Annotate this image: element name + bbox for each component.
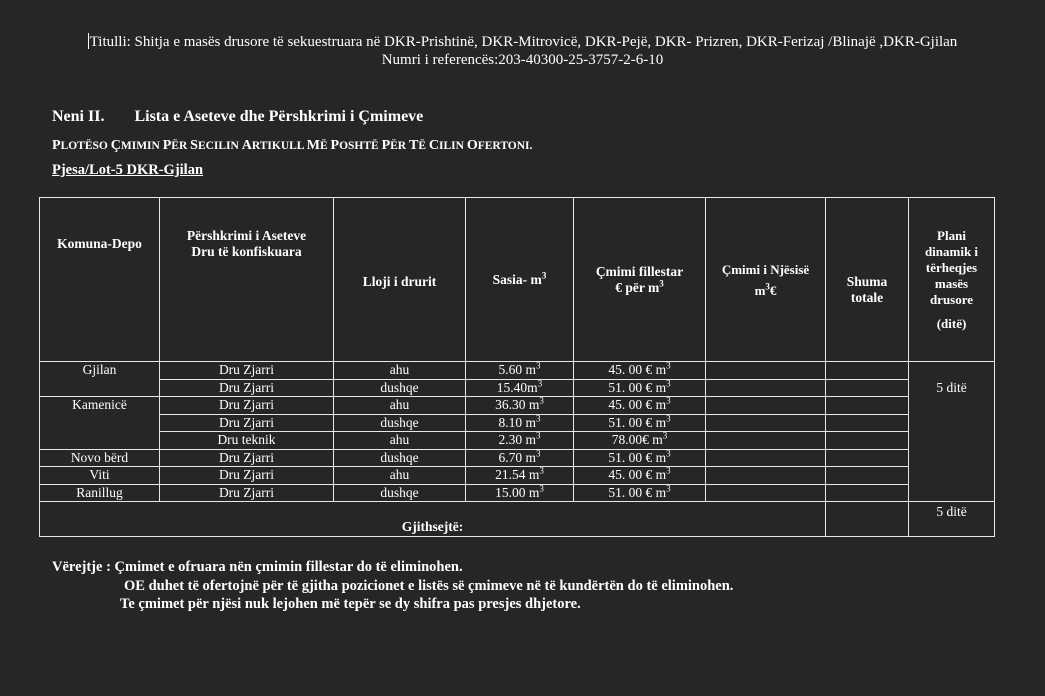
komuna-cell: Gjilan xyxy=(40,362,160,397)
shuma-totale-cell[interactable] xyxy=(826,397,909,415)
sasia-cell: 21.54 $m^3$ xyxy=(466,467,574,485)
cmimi-fillestar-cell: 45. 00 € $m^3$ xyxy=(574,397,706,415)
shuma-totale-cell[interactable] xyxy=(826,467,909,485)
shuma-totale-cell[interactable] xyxy=(826,449,909,467)
cmimi-fillestar-cell: 51. 00 € $m^3$ xyxy=(574,484,706,502)
sasia-cell: 6.70 $m^3$ xyxy=(466,449,574,467)
cmimi-fillestar-cell: 45. 00 € $m^3$ xyxy=(574,362,706,380)
shuma-totale-cell[interactable] xyxy=(826,362,909,380)
table-row xyxy=(40,414,995,432)
table-row xyxy=(40,449,995,467)
total-label: Gjithsejtë: xyxy=(40,502,826,537)
remarks xyxy=(52,558,733,614)
shuma-totale-cell[interactable] xyxy=(826,432,909,450)
sasia-cell: 2.30 $m^3$ xyxy=(466,432,574,450)
plani-dinamik-cell: 5 ditë xyxy=(909,362,995,502)
total-sum-cell[interactable] xyxy=(826,502,909,537)
cmimi-njesise-input[interactable] xyxy=(706,467,826,485)
reference-number: Numri i referencës:203-40300-25-3757-2-6-10 xyxy=(381,52,664,68)
shuma-totale-cell[interactable] xyxy=(826,379,909,397)
remark-line-1: Vërejtje : Çmimet e ofruara nën çmimin fillestar do të eliminohen. xyxy=(52,559,463,575)
price-table xyxy=(39,197,995,537)
document-title: Titulli: Shitja e masës drusore të sekuestruara në DKR-Prishtinë, DKR-Mitrovicë, DKR-Pejë, DKR- Prizren, DKR-Ferizaj /Blinajë ,DKR-Gjilan xyxy=(89,34,958,50)
komuna-cell: Viti xyxy=(40,467,160,485)
pershkrimi-cell: Dru Zjarri xyxy=(160,484,334,502)
total-row xyxy=(40,502,995,537)
header-pershkrimi: Përshkrimi i Aseteve Dru të konfiskuara xyxy=(160,198,334,362)
table-header-row xyxy=(40,198,995,362)
cmimi-fillestar-cell: 51. 00 € $m^3$ xyxy=(574,449,706,467)
pershkrimi-cell: Dru Zjarri xyxy=(160,467,334,485)
remark-line-3: Te çmimet për njësi nuk lejohen më tepër se dy shifra pas presjes dhjetore. xyxy=(120,596,581,612)
section-heading xyxy=(52,108,423,126)
pershkrimi-cell: Dru Zjarri xyxy=(160,449,334,467)
cmimi-fillestar-cell: 45. 00 € $m^3$ xyxy=(574,467,706,485)
cmimi-njesise-input[interactable] xyxy=(706,484,826,502)
table-row xyxy=(40,467,995,485)
lloji-cell: dushqe xyxy=(334,484,466,502)
pershkrimi-cell: Dru Zjarri xyxy=(160,397,334,415)
table-row xyxy=(40,397,995,415)
table-row xyxy=(40,484,995,502)
sasia-cell: 8.10 $m^3$ xyxy=(466,414,574,432)
lot-title: Pjesa/Lot-5 DKR-Gjilan xyxy=(52,162,204,178)
cmimi-fillestar-cell: 51. 00 € $m^3$ xyxy=(574,414,706,432)
pershkrimi-cell: Dru Zjarri xyxy=(160,379,334,397)
sasia-cell: 15.00 $m^3$ xyxy=(466,484,574,502)
pershkrimi-cell: Dru Zjarri xyxy=(160,414,334,432)
header-komuna: Komuna-Depo xyxy=(40,198,160,362)
instruction-text: PLOTËSO ÇMIMIN PËR SECILIN ARTIKULL MË POSHTË PËR TË CILIN OFERTONI. xyxy=(52,138,533,153)
lloji-cell: dushqe xyxy=(334,379,466,397)
komuna-cell: Kamenicë xyxy=(40,397,160,450)
lloji-cell: ahu xyxy=(334,467,466,485)
lloji-cell: ahu xyxy=(334,397,466,415)
total-plani-cell: 5 ditë xyxy=(909,502,995,537)
pershkrimi-cell: Dru teknik xyxy=(160,432,334,450)
shuma-totale-cell[interactable] xyxy=(826,414,909,432)
shuma-totale-cell[interactable] xyxy=(826,484,909,502)
header-cmimi-fillestar: Çmimi fillestar € për $m^3$ xyxy=(574,198,706,362)
pershkrimi-cell: Dru Zjarri xyxy=(160,362,334,380)
table-row xyxy=(40,379,995,397)
cmimi-njesise-input[interactable] xyxy=(706,379,826,397)
remark-line-2: OE duhet të ofertojnë për të gjitha pozicionet e listës së çmimeve në të kundërtën do të eliminohen. xyxy=(124,577,734,594)
cmimi-njesise-input[interactable] xyxy=(706,397,826,415)
lloji-cell: dushqe xyxy=(334,449,466,467)
cmimi-fillestar-cell: 78.00€ $m^3$ xyxy=(574,432,706,450)
table-row xyxy=(40,362,995,380)
section-number: Neni II. xyxy=(52,108,105,125)
header-cmimi-njesise: Çmimi i Njësisë $m^3€$ xyxy=(706,198,826,362)
cmimi-njesise-input[interactable] xyxy=(706,432,826,450)
text-cursor xyxy=(88,33,89,49)
sasia-cell: 36.30 $m^3$ xyxy=(466,397,574,415)
cmimi-njesise-input[interactable] xyxy=(706,449,826,467)
header-shuma-totale: Shuma totale xyxy=(826,198,909,362)
table-row xyxy=(40,432,995,450)
sasia-cell: $15.40m^3$ xyxy=(466,379,574,397)
header-plani-dinamik: Plani dinamik i tërheqjes masës drusore (ditë) xyxy=(909,198,995,362)
lloji-cell: dushqe xyxy=(334,414,466,432)
sasia-cell: 5.60 $m^3$ xyxy=(466,362,574,380)
section-title: Lista e Aseteve dhe Përshkrimi i Çmimeve xyxy=(134,108,424,125)
cmimi-fillestar-cell: 51. 00 € $m^3$ xyxy=(574,379,706,397)
lloji-cell: ahu xyxy=(334,362,466,380)
header-sasia: Sasia- $m^3$ xyxy=(466,198,574,362)
cmimi-njesise-input[interactable] xyxy=(706,362,826,380)
lloji-cell: ahu xyxy=(334,432,466,450)
komuna-cell: Ranillug xyxy=(40,484,160,502)
komuna-cell: Novo bërd xyxy=(40,449,160,467)
header-lloji: Lloji i drurit xyxy=(334,198,466,362)
cmimi-njesise-input[interactable] xyxy=(706,414,826,432)
